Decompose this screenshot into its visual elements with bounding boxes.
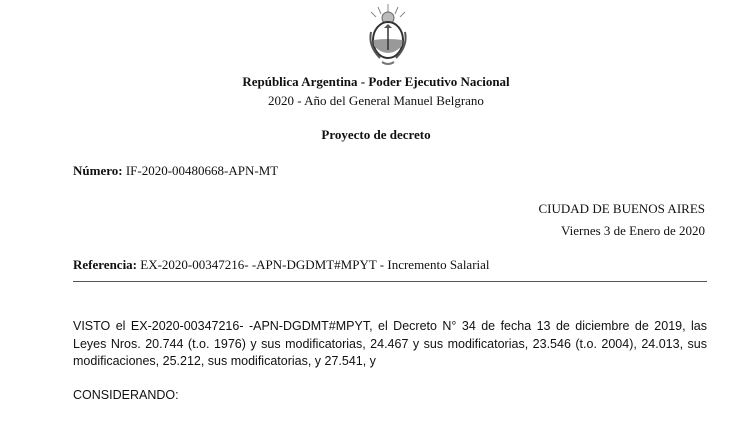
referencia-label: Referencia: xyxy=(73,257,138,272)
visto-paragraph: VISTO el EX-2020-00347216- -APN-DGDMT#MPYT, el Decreto N° 34 de fecha 13 de diciembre de 2019, las Leyes Nros. 20.744 (t.o. 1976) y sus modificatorias, 24.467 y sus modificatorias, 23.546 (t.o. 2004), 24.013, sus modificaciones, 25.212, sus modificatorias, y 27.541, y xyxy=(73,319,707,368)
coat-of-arms-icon xyxy=(364,2,412,68)
document-date: Viernes 3 de Enero de 2020 xyxy=(561,223,705,238)
document-header-title: República Argentina - Poder Ejecutivo Nacional xyxy=(242,74,510,89)
city: CIUDAD DE BUENOS AIRES xyxy=(538,201,705,216)
numero-row xyxy=(73,163,278,179)
numero-label: Número: xyxy=(73,163,123,178)
referencia-value: EX-2020-00347216- -APN-DGDMT#MPYT - Incremento Salarial xyxy=(140,257,490,272)
year-motto: 2020 - Año del General Manuel Belgrano xyxy=(268,93,484,108)
referencia-row xyxy=(73,257,490,273)
divider xyxy=(73,281,707,282)
document-type: Proyecto de decreto xyxy=(321,127,431,142)
considerando-heading: CONSIDERANDO: xyxy=(73,388,179,402)
numero-value: IF-2020-00480668-APN-MT xyxy=(125,163,279,178)
